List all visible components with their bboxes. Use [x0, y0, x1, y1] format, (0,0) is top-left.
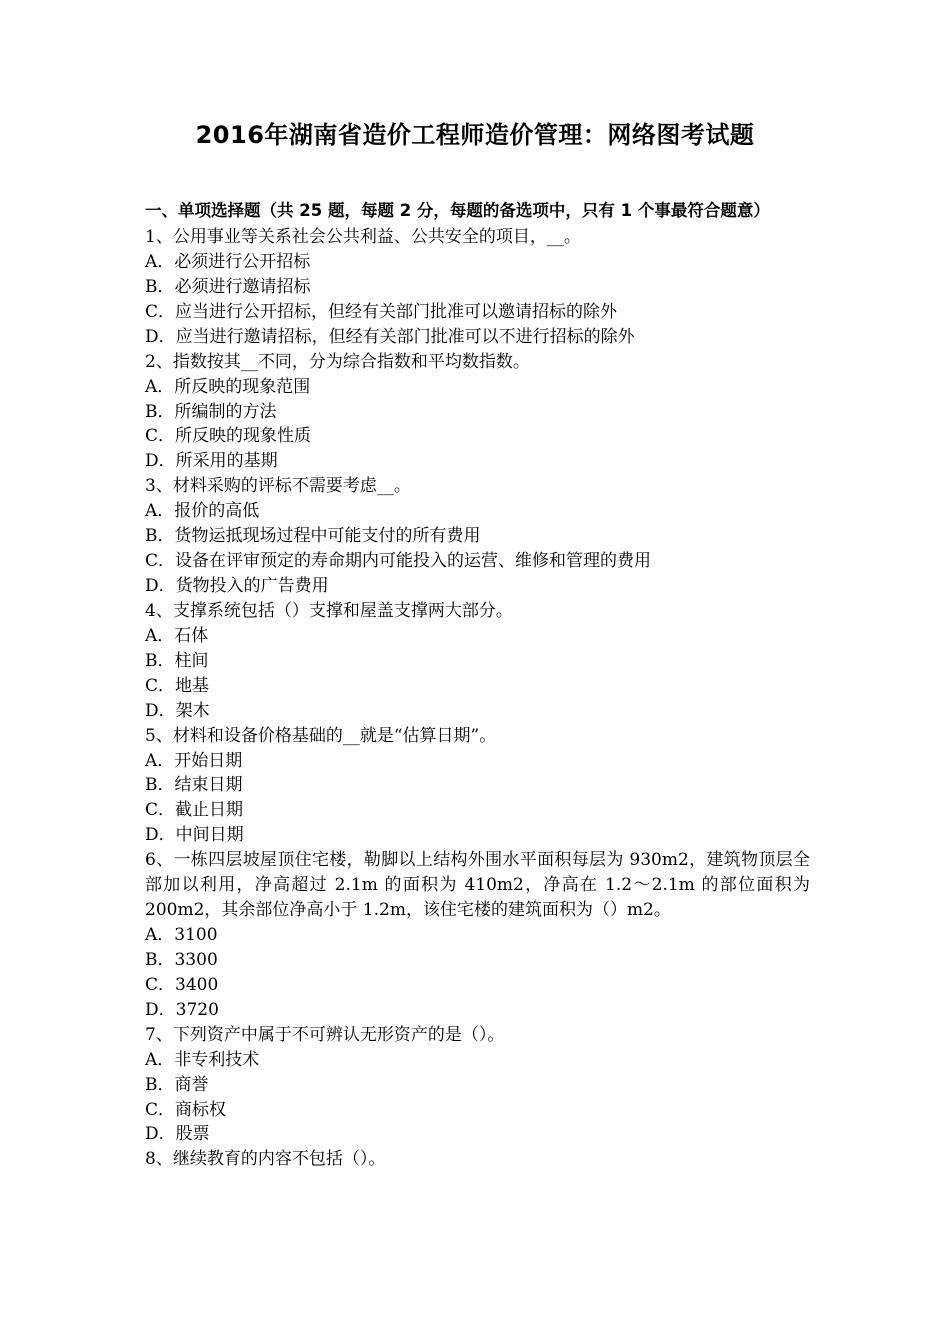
option-a: A．3100 — [145, 925, 218, 946]
question-7 — [145, 1023, 810, 1148]
option-b: B．3300 — [145, 950, 218, 971]
section-heading: 一、单项选择题（共 25 题，每题 2 分，每题的备选项中，只有 1 个事最符合题意） — [145, 201, 770, 220]
option-a: A．石体 — [145, 625, 209, 646]
option-c: C．设备在评审预定的寿命期内可能投入的运营、维修和管理的费用 — [145, 551, 652, 572]
question-6 — [145, 848, 810, 1023]
option-d: D．股票 — [145, 1124, 210, 1145]
option-b: B．结束日期 — [145, 775, 243, 796]
question-stem: 4、支撑系统包括（）支撑和屋盖支撑两大部分。 — [145, 600, 513, 621]
option-b: B．所编制的方法 — [145, 401, 277, 422]
option-d: D．货物投入的广告费用 — [145, 575, 329, 596]
option-c: C．3400 — [145, 974, 219, 995]
question-1 — [145, 225, 810, 350]
document-title: 2016年湖南省造价工程师造价管理：网络图考试题 — [195, 121, 755, 149]
option-d: D．3720 — [145, 999, 219, 1020]
option-d: D．所采用的基期 — [145, 451, 278, 472]
option-d: D．架木 — [145, 700, 210, 721]
document-body — [145, 199, 810, 1172]
question-stem: 5、材料和设备价格基础的__就是“估算日期”。 — [145, 725, 497, 746]
option-d: D．应当进行邀请招标，但经有关部门批准可以不进行招标的除外 — [145, 326, 635, 347]
option-c: C．所反映的现象性质 — [145, 426, 312, 447]
option-b: B．货物运抵现场过程中可能支付的所有费用 — [145, 526, 481, 547]
question-4 — [145, 599, 810, 724]
option-b: B．商誉 — [145, 1074, 209, 1095]
option-c: C．应当进行公开招标，但经有关部门批准可以邀请招标的除外 — [145, 301, 618, 322]
question-stem: 1、公用事业等关系社会公共利益、公共安全的项目，__。 — [145, 227, 581, 247]
option-b: B．必须进行邀请招标 — [145, 276, 311, 297]
question-stem: 2、指数按其__不同，分为综合指数和平均数指数。 — [145, 351, 530, 372]
option-c: C．地基 — [145, 675, 210, 696]
option-c: C．商标权 — [145, 1099, 227, 1120]
option-a: A．开始日期 — [145, 750, 243, 771]
question-stem: 7、下列资产中属于不可辨认无形资产的是（）。 — [145, 1024, 505, 1045]
option-b: B．柱间 — [145, 650, 209, 671]
question-stem: 6、一栋四层坡屋顶住宅楼，勒脚以上结构外围水平面积每层为 930m2，建筑物顶层全部加以利用，净高超过 2.1m 的面积为 410m2，净高在 1.2～2.1m 的部位面积为 200m2，其余部位净高小于 1.2m，该住宅楼的建筑面积为（）m2。 — [145, 850, 810, 921]
option-c: C．截止日期 — [145, 800, 244, 821]
option-a: A．报价的高低 — [145, 501, 260, 522]
option-a: A．所反映的现象范围 — [145, 376, 311, 397]
option-d: D．中间日期 — [145, 825, 244, 846]
question-8 — [145, 1147, 810, 1172]
question-stem: 3、材料采购的评标不需要考虑__。 — [145, 476, 411, 497]
question-5 — [145, 724, 810, 849]
option-a: A．非专利技术 — [145, 1049, 260, 1070]
question-3 — [145, 474, 810, 599]
question-2 — [145, 350, 810, 475]
question-stem: 8、继续教育的内容不包括（）。 — [145, 1149, 386, 1170]
option-a: A．必须进行公开招标 — [145, 252, 311, 272]
